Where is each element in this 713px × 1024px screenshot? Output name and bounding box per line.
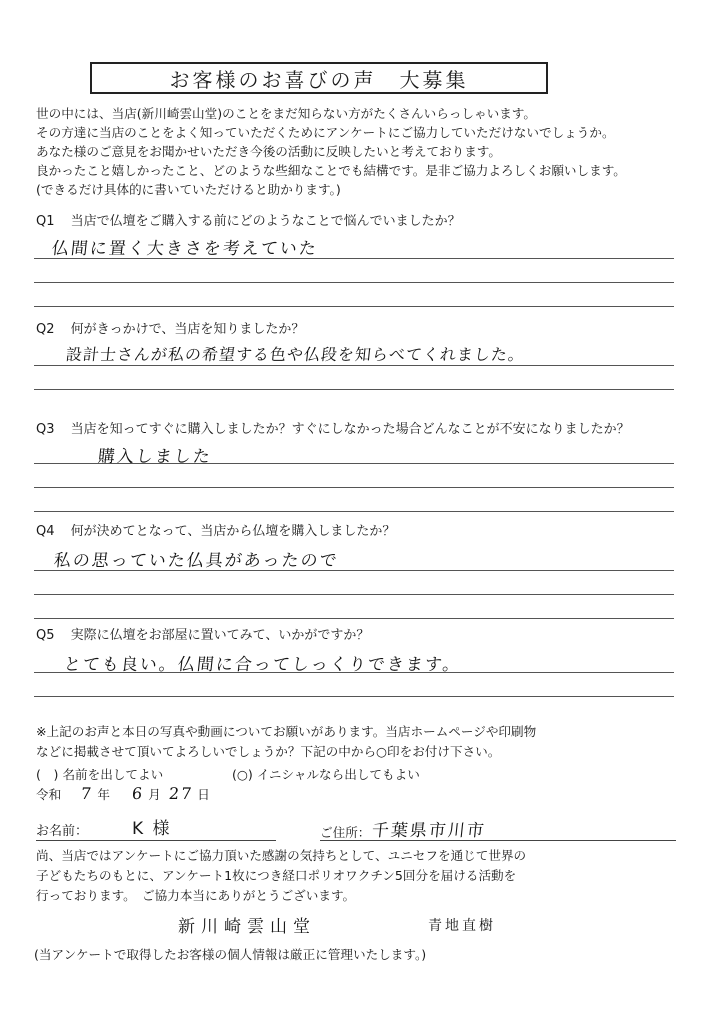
permission-line-2: などに掲載させて頂いてよろしいでしょうか？下記の中から○印をお付け下さい。 — [36, 744, 501, 759]
answer-line — [34, 696, 674, 697]
option-initial-label: イニシャルなら出してもよい — [256, 767, 420, 782]
question-4-label: Q4 — [36, 524, 55, 539]
option-name-label: 名前を出してよい — [62, 767, 164, 782]
answer-4: 私の思っていた仏具があったので — [52, 551, 340, 571]
closing-line-2: 子どもたちのもとに、アンケート1枚につき経口ポリオワクチン5回分を届ける活動を — [36, 868, 517, 883]
intro-line-2: その方達に当店のことをよく知っていただくためにアンケートにご協力していただけないでしょうか。 — [36, 125, 615, 140]
name-label: お名前： — [36, 824, 89, 839]
question-1-label: Q1 — [36, 214, 55, 229]
answer-line — [34, 618, 674, 619]
page-title: お客様のお喜びの声 大募集 — [90, 62, 548, 94]
question-4 — [36, 520, 395, 539]
question-5-text: 実際に仏壇をお部屋に置いてみて、いかがですか？ — [70, 628, 370, 643]
owner-name: 青地直樹 — [428, 918, 496, 934]
closing-line-3: 行っております。 ご協力本当にありがとうございます。 — [36, 888, 356, 903]
question-3 — [36, 418, 630, 437]
question-2-text: 何がきっかけで、当店を知りましたか？ — [70, 322, 305, 337]
answer-line — [34, 487, 674, 488]
question-5-label: Q5 — [36, 628, 55, 643]
question-5 — [36, 624, 369, 643]
answer-line — [34, 570, 674, 571]
answer-line — [34, 672, 674, 673]
question-4-text: 何が決めてとなって、当店から仏壇を購入しましたか？ — [70, 524, 396, 539]
answer-2: 設計士さんが私の希望する色や仏段を知らべてくれました。 — [64, 345, 526, 364]
answer-5: とても良い。仏間に合ってしっくりできます。 — [62, 655, 463, 675]
permission-line-1: ※上記のお声と本日の写真や動画についてお願いがあります。当店ホームページや印刷物 — [36, 724, 537, 739]
answer-line — [34, 258, 674, 259]
question-1-text: 当店で仏壇をご購入する前にどのようなことで悩んでいましたか？ — [70, 214, 461, 229]
question-3-label: Q3 — [36, 422, 55, 437]
answer-line — [34, 463, 674, 464]
customer-name: K 様 — [132, 819, 172, 839]
question-3-text: 当店を知ってすぐに購入しましたか？すぐにしなかった場合どんなことが不安になりましたか？ — [70, 422, 630, 437]
question-2 — [36, 318, 304, 337]
answer-line — [34, 365, 674, 366]
answer-line — [34, 282, 674, 283]
date-year-unit: 年 — [97, 787, 110, 802]
date-month: 6 — [131, 784, 146, 803]
answer-line — [34, 594, 674, 595]
store-name: 新川崎雲山堂 — [178, 917, 316, 937]
question-2-label: Q2 — [36, 322, 55, 337]
address-underline — [320, 840, 676, 841]
intro-line-5: (できるだけ具体的に書いていただけると助かります。) — [36, 182, 341, 197]
answer-line — [34, 306, 674, 307]
option-initial-mark[interactable]: (○) — [232, 767, 253, 782]
answer-line — [34, 511, 674, 512]
date-day-unit: 日 — [197, 787, 210, 802]
privacy-note: (当アンケートで取得したお客様の個人情報は厳正に管理いたします。) — [34, 947, 427, 962]
question-1 — [36, 210, 461, 229]
answer-line — [34, 389, 674, 390]
date-month-unit: 月 — [148, 787, 161, 802]
option-name[interactable] — [36, 764, 163, 783]
answer-3: 購入しました — [96, 447, 213, 467]
date-year: 7 — [80, 784, 95, 803]
option-name-mark[interactable]: ( ) — [36, 767, 59, 782]
name-underline — [36, 840, 276, 841]
address-label: ご住所： — [320, 825, 371, 840]
answer-1: 仏間に置く大きさを考えていた — [50, 239, 319, 259]
closing-line-1: 尚、当店ではアンケートにご協力頂いた感謝の気持ちとして、ユニセフを通じて世界の — [36, 848, 527, 863]
customer-address: 千葉県市川市 — [370, 821, 487, 841]
intro-line-1: 世の中には、当店(新川崎雲山堂)のことをまだ知らない方がたくさんいらっしゃいます。 — [36, 106, 536, 121]
option-initial[interactable] — [232, 764, 420, 783]
date-era: 令和 — [36, 787, 62, 802]
date-day: 27 — [167, 784, 195, 803]
intro-line-4: 良かったこと嬉しかったこと、どのような些細なことでも結構です。是非ご協力よろしくお願いします。 — [36, 163, 626, 178]
date — [36, 784, 210, 803]
intro-line-3: あなた様のご意見をお聞かせいただき今後の活動に反映したいと考えております。 — [36, 144, 501, 159]
